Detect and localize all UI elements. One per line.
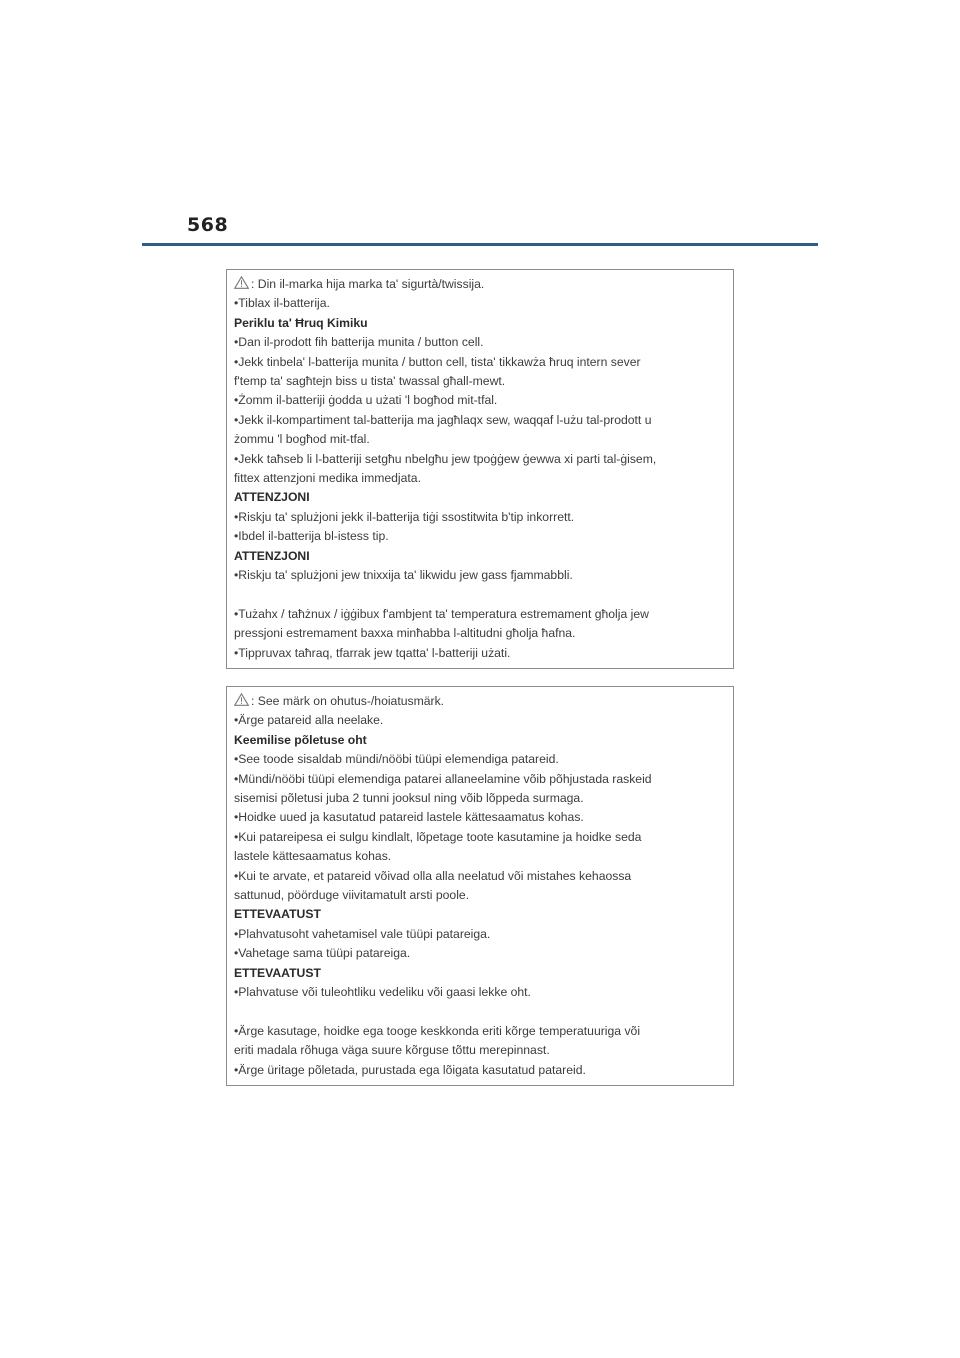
line-text: •See toode sisaldab mündi/nööbi tüüpi elemendiga patareid. <box>234 752 559 767</box>
text-line <box>234 508 729 527</box>
line-text: ATTENZJONI <box>234 490 310 505</box>
text-line <box>234 275 729 294</box>
section-heading <box>234 488 729 507</box>
line-text: •Żomm il-batteriji ġodda u użati 'l bogħod mit-tfal. <box>234 393 498 408</box>
section-heading <box>234 905 729 924</box>
line-text: : See märk on ohutus-/hoiatusmärk. <box>251 694 445 708</box>
text-line <box>234 808 729 827</box>
text-line <box>234 372 729 391</box>
text-line <box>234 711 729 730</box>
text-line <box>234 353 729 372</box>
spacer <box>234 586 729 605</box>
line-text: •Hoidke uued ja kasutatud patareid lastele kättesaamatus kohas. <box>234 810 584 825</box>
line-text: lastele kättesaamatus kohas. <box>234 849 392 864</box>
line-text: •Vahetage sama tüüpi patareiga. <box>234 946 411 961</box>
text-line <box>234 750 729 769</box>
warning-triangle-icon <box>234 693 249 706</box>
line-text: : Din il-marka hija marka ta' sigurtà/twissija. <box>251 277 485 291</box>
line-text: •Kui patareipesa ei sulgu kindlalt, lõpetage toote kasutamine ja hoidke seda <box>234 829 642 844</box>
line-text: żommu 'l bogħod mit-tfal. <box>234 432 370 447</box>
line-text: •Jekk il-kompartiment tal-batterija ma jagħlaqx sew, waqqaf l-użu tal-prodott u <box>234 412 652 427</box>
spacer <box>234 1003 729 1022</box>
line-text: •Tiblax il-batterija. <box>234 296 330 311</box>
text-line <box>234 333 729 352</box>
line-text: •Kui te arvate, et patareid võivad olla alla neelatud või mistahes kehaossa <box>234 868 632 883</box>
section-heading <box>234 547 729 566</box>
text-line <box>234 828 729 847</box>
page-number: 568 <box>187 214 229 236</box>
text-line <box>234 644 729 663</box>
line-text: eriti madala rõhuga väga suure kõrguse tõttu merepinnast. <box>234 1043 550 1058</box>
line-text: •Ärge kasutage, hoidke ega tooge keskkonda eriti kõrge temperatuuriga või <box>234 1023 641 1038</box>
line-text: •Ibdel il-batterija bl-istess tip. <box>234 529 389 544</box>
text-line <box>234 867 729 886</box>
line-text: sisemisi põletusi juba 2 tunni jooksul ning võib lõppeda surmaga. <box>234 791 584 806</box>
line-text: Keemilise põletuse oht <box>234 732 367 747</box>
warning-text-estonian <box>234 692 729 1080</box>
text-line <box>234 450 729 469</box>
text-line <box>234 983 729 1002</box>
text-line <box>234 566 729 585</box>
text-line <box>234 1022 729 1041</box>
line-text: •Ärge üritage põletada, purustada ega lõigata kasutatud patareid. <box>234 1062 586 1077</box>
text-line <box>234 391 729 410</box>
text-line <box>234 605 729 624</box>
text-line <box>234 1061 729 1080</box>
section-heading <box>234 964 729 983</box>
line-text: ETTEVAATUST <box>234 907 321 922</box>
line-text: f'temp ta' sagħtejn biss u tista' twassal għall-mewt. <box>234 374 506 389</box>
line-text: ATTENZJONI <box>234 548 310 563</box>
line-text: •Ärge patareid alla neelake. <box>234 713 384 728</box>
line-text: •Riskju ta' splużjoni jekk il-batterija tiġi ssostitwita b'tip inkorrett. <box>234 509 575 524</box>
section-heading <box>234 314 729 333</box>
line-text: •Jekk taħseb li l-batteriji setgħu nbelgħu jew tpoġġew ġewwa xi parti tal-ġisem, <box>234 451 657 466</box>
text-line <box>234 411 729 430</box>
text-line <box>234 430 729 449</box>
text-line <box>234 925 729 944</box>
text-line <box>234 692 729 711</box>
line-text: sattunud, pöörduge viivitamatult arsti poole. <box>234 888 470 903</box>
line-text: •Plahvatusoht vahetamisel vale tüüpi patareiga. <box>234 926 491 941</box>
line-text: •Tippruvax taħraq, tfarrak jew tqatta' l-batteriji użati. <box>234 645 511 660</box>
warning-box-estonian <box>226 686 734 1086</box>
line-text: Periklu ta' Ħruq Kimiku <box>234 315 368 330</box>
text-line <box>234 944 729 963</box>
line-text: •Dan il-prodott fih batterija munita / button cell. <box>234 335 484 350</box>
text-line <box>234 527 729 546</box>
text-line <box>234 886 729 905</box>
warning-triangle-icon <box>234 276 249 289</box>
line-text: fittex attenzjoni medika immedjata. <box>234 471 421 486</box>
text-line <box>234 624 729 643</box>
section-heading <box>234 731 729 750</box>
line-text: ETTEVAATUST <box>234 965 321 980</box>
text-line <box>234 1041 729 1060</box>
text-line <box>234 789 729 808</box>
warning-text-maltese <box>234 275 729 663</box>
header-rule <box>142 243 818 246</box>
line-text: •Mündi/nööbi tüüpi elemendiga patarei allaneelamine võib põhjustada raskeid <box>234 771 652 786</box>
line-text: •Jekk tinbela' l-batterija munita / button cell, tista' tikkawża ħruq intern sever <box>234 354 641 369</box>
line-text: pressjoni estremament baxxa minħabba l-altitudni għolja ħafna. <box>234 626 576 641</box>
line-text: •Tużahx / taħżnux / iġġibux f'ambjent ta' temperatura estremament għolja jew <box>234 606 649 621</box>
line-text: •Plahvatuse või tuleohtliku vedeliku või gaasi lekke oht. <box>234 985 531 1000</box>
text-line <box>234 847 729 866</box>
line-text: •Riskju ta' splużjoni jew tnixxija ta' likwidu jew gass fjammabbli. <box>234 568 573 583</box>
text-line <box>234 294 729 313</box>
text-line <box>234 770 729 789</box>
warning-box-maltese <box>226 269 734 669</box>
text-line <box>234 469 729 488</box>
